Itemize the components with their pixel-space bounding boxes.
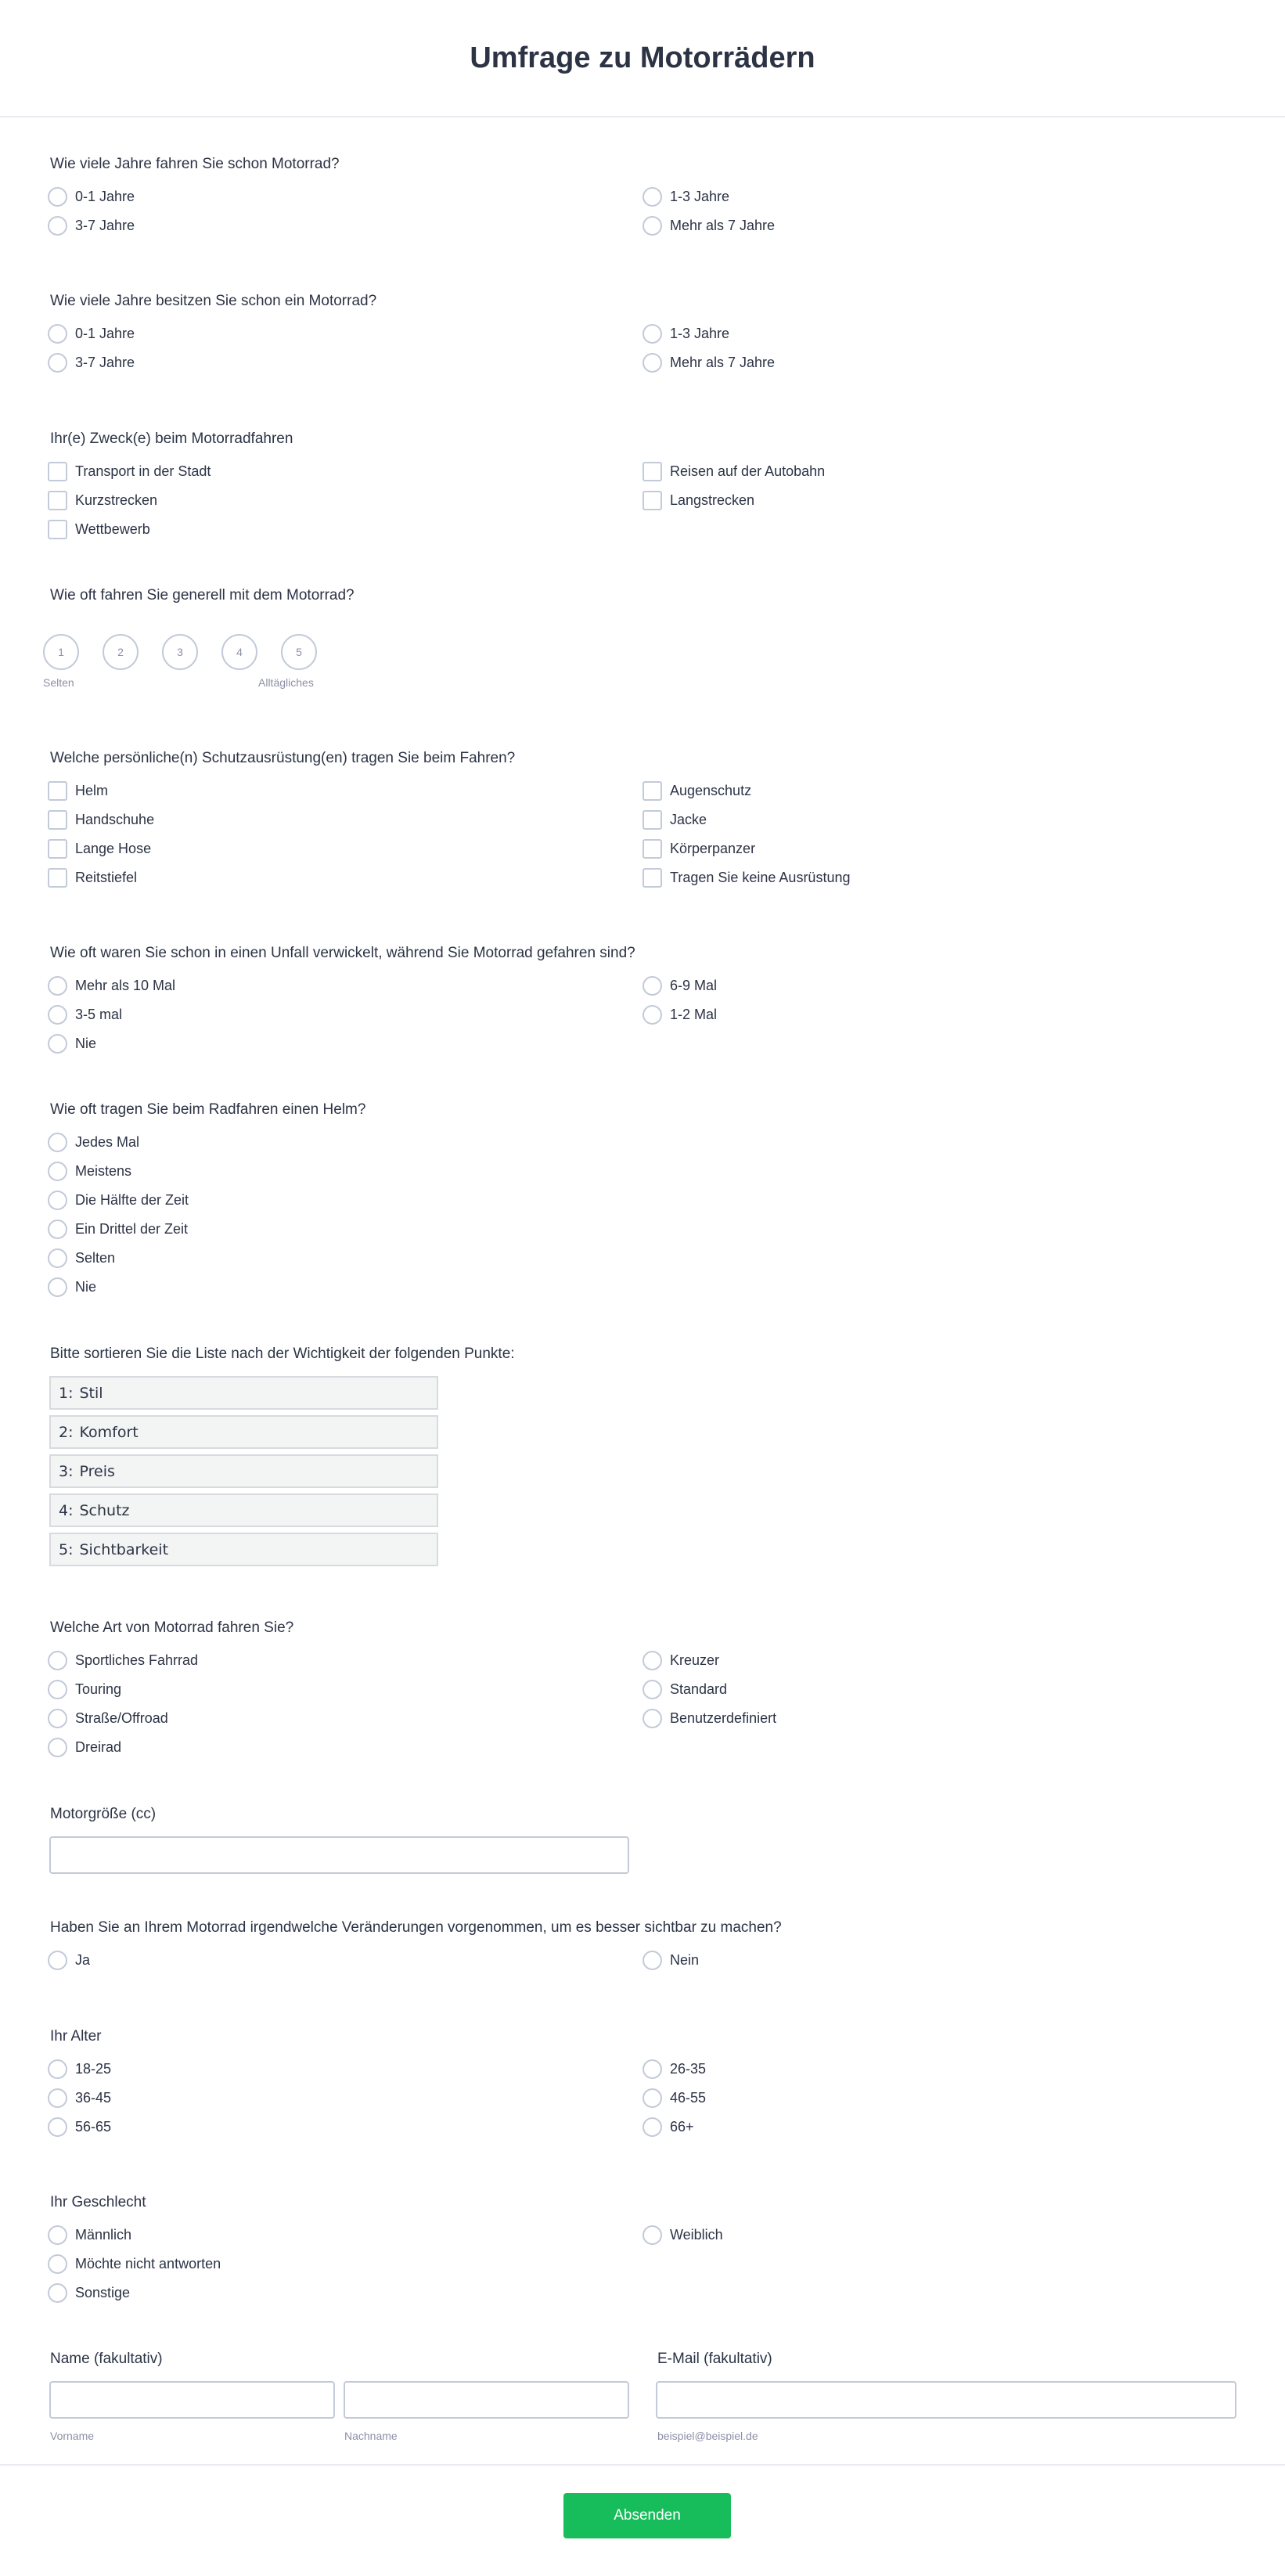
option-age-66plus[interactable]: 66+ xyxy=(642,2116,694,2138)
name-label: Name (fakultativ) xyxy=(50,2351,163,2367)
checkbox-icon[interactable] xyxy=(48,810,67,830)
option-accidents-3-5[interactable]: 3-5 mal xyxy=(48,1003,122,1025)
radio-icon[interactable] xyxy=(48,187,67,207)
option-gear-eye-protection[interactable]: Augenschutz xyxy=(642,780,751,802)
rank-item-protection[interactable]: 4: Schutz xyxy=(49,1493,438,1527)
radio-icon[interactable] xyxy=(642,1709,662,1728)
option-owning-3-7[interactable]: 3-7 Jahre xyxy=(48,351,135,373)
radio-icon[interactable] xyxy=(48,2254,67,2274)
option-owning-0-1[interactable]: 0-1 Jahre xyxy=(48,322,135,344)
radio-icon[interactable] xyxy=(48,1277,67,1297)
radio-icon[interactable] xyxy=(642,2059,662,2079)
option-riding-7plus[interactable]: Mehr als 7 Jahre xyxy=(642,214,775,236)
question-ownership-years: Wie viele Jahre besitzen Sie schon ein Motorrad? xyxy=(50,293,377,309)
question-protective-gear: Welche persönliche(n) Schutzausrüstung(en) tragen Sie beim Fahren? xyxy=(50,750,516,766)
option-gear-jacket[interactable]: Jacke xyxy=(642,809,707,830)
question-ranking: Bitte sortieren Sie die Liste nach der Wichtigkeit der folgenden Punkte: xyxy=(50,1346,515,1362)
radio-icon[interactable] xyxy=(48,1133,67,1152)
last-name-input[interactable] xyxy=(344,2381,629,2419)
checkbox-icon[interactable] xyxy=(48,462,67,481)
radio-icon[interactable] xyxy=(48,1951,67,1970)
option-purpose-long[interactable]: Langstrecken xyxy=(642,489,754,511)
radio-icon[interactable] xyxy=(48,1162,67,1181)
radio-icon[interactable] xyxy=(642,2117,662,2137)
last-name-sublabel: Nachname xyxy=(344,2430,398,2442)
email-sublabel: beispiel@beispiel.de xyxy=(657,2430,758,2442)
option-gear-gloves[interactable]: Handschuhe xyxy=(48,809,154,830)
question-engine-size: Motorgröße (cc) xyxy=(50,1806,157,1822)
question-helmet-frequency: Wie oft tragen Sie beim Radfahren einen Helm? xyxy=(50,1101,366,1118)
question-frequency: Wie oft fahren Sie generell mit dem Motorrad? xyxy=(50,587,355,603)
rank-item-style[interactable]: 1: Stil xyxy=(49,1376,438,1410)
radio-icon[interactable] xyxy=(48,1680,67,1699)
option-helmet-half[interactable]: Die Hälfte der Zeit xyxy=(48,1189,189,1211)
scale-max-label: Alltägliches xyxy=(258,676,314,689)
checkbox-icon[interactable] xyxy=(642,491,662,510)
option-gender-no-answer[interactable]: Möchte nicht antworten xyxy=(48,2253,221,2275)
checkbox-icon[interactable] xyxy=(48,520,67,539)
option-accidents-10plus[interactable]: Mehr als 10 Mal xyxy=(48,975,175,996)
radio-icon[interactable] xyxy=(642,187,662,207)
radio-icon[interactable] xyxy=(642,2225,662,2245)
radio-icon[interactable] xyxy=(48,1034,67,1054)
checkbox-icon[interactable] xyxy=(642,868,662,888)
option-riding-3-7[interactable]: 3-7 Jahre xyxy=(48,214,135,236)
radio-icon[interactable] xyxy=(48,976,67,996)
question-accidents: Wie oft waren Sie schon in einen Unfall verwickelt, während Sie Motorrad gefahren sind? xyxy=(50,945,635,961)
radio-icon[interactable] xyxy=(48,1191,67,1210)
radio-icon[interactable] xyxy=(48,216,67,236)
radio-icon[interactable] xyxy=(48,2117,67,2137)
email-input[interactable] xyxy=(656,2381,1236,2419)
option-gender-other[interactable]: Sonstige xyxy=(48,2282,130,2304)
checkbox-icon[interactable] xyxy=(642,462,662,481)
option-type-trike[interactable]: Dreirad xyxy=(48,1736,121,1758)
scale-option-1[interactable]: 1 xyxy=(43,634,79,670)
radio-icon[interactable] xyxy=(48,2059,67,2079)
option-type-standard[interactable]: Standard xyxy=(642,1678,727,1700)
radio-icon[interactable] xyxy=(48,1248,67,1268)
radio-icon[interactable] xyxy=(48,2088,67,2108)
rank-item-price[interactable]: 3: Preis xyxy=(49,1454,438,1488)
question-riding-years: Wie viele Jahre fahren Sie schon Motorrad? xyxy=(50,156,340,172)
radio-icon[interactable] xyxy=(642,976,662,996)
option-gender-male[interactable]: Männlich xyxy=(48,2224,131,2246)
radio-icon[interactable] xyxy=(48,353,67,373)
first-name-input[interactable] xyxy=(49,2381,335,2419)
radio-icon[interactable] xyxy=(642,1680,662,1699)
option-purpose-short[interactable]: Kurzstrecken xyxy=(48,489,157,511)
radio-icon[interactable] xyxy=(48,2225,67,2245)
option-age-26-35[interactable]: 26-35 xyxy=(642,2058,706,2080)
option-gear-boots[interactable]: Reitstiefel xyxy=(48,866,137,888)
radio-icon[interactable] xyxy=(48,1005,67,1025)
radio-icon[interactable] xyxy=(642,324,662,344)
option-mods-yes[interactable]: Ja xyxy=(48,1949,90,1971)
question-visibility-mods: Haben Sie an Ihrem Motorrad irgendwelche Veränderungen vorgenommen, um es besser sichtbar zu machen? xyxy=(50,1919,782,1936)
radio-icon[interactable] xyxy=(48,2283,67,2303)
radio-icon[interactable] xyxy=(642,2088,662,2108)
option-type-custom[interactable]: Benutzerdefiniert xyxy=(642,1707,776,1729)
option-gear-body-armor[interactable]: Körperpanzer xyxy=(642,838,755,859)
rank-item-visibility[interactable]: 5: Sichtbarkeit xyxy=(49,1533,438,1566)
radio-icon[interactable] xyxy=(48,1709,67,1728)
option-gear-none[interactable]: Tragen Sie keine Ausrüstung xyxy=(642,866,850,888)
scale-option-2[interactable]: 2 xyxy=(103,634,139,670)
first-name-sublabel: Vorname xyxy=(50,2430,95,2442)
scale-option-5[interactable]: 5 xyxy=(281,634,317,670)
option-type-sport[interactable]: Sportliches Fahrrad xyxy=(48,1649,198,1671)
radio-icon[interactable] xyxy=(642,353,662,373)
option-riding-1-3[interactable]: 1-3 Jahre xyxy=(642,186,729,207)
question-age: Ihr Alter xyxy=(50,2028,102,2045)
option-helmet-always[interactable]: Jedes Mal xyxy=(48,1131,139,1153)
option-accidents-1-2[interactable]: 1-2 Mal xyxy=(642,1003,717,1025)
option-accidents-never[interactable]: Nie xyxy=(48,1032,96,1054)
option-helmet-mostly[interactable]: Meistens xyxy=(48,1160,131,1182)
option-age-36-45[interactable]: 36-45 xyxy=(48,2087,111,2109)
submit-button[interactable]: Absenden xyxy=(563,2493,731,2538)
engine-size-input[interactable] xyxy=(49,1836,629,1874)
radio-icon[interactable] xyxy=(642,1651,662,1670)
option-gear-long-pants[interactable]: Lange Hose xyxy=(48,838,151,859)
option-gear-helmet[interactable]: Helm xyxy=(48,780,108,802)
option-age-18-25[interactable]: 18-25 xyxy=(48,2058,111,2080)
scale-option-3[interactable]: 3 xyxy=(162,634,198,670)
checkbox-icon[interactable] xyxy=(642,781,662,801)
option-helmet-rarely[interactable]: Selten xyxy=(48,1247,115,1269)
scale-option-4[interactable]: 4 xyxy=(221,634,257,670)
checkbox-icon[interactable] xyxy=(48,781,67,801)
radio-icon[interactable] xyxy=(48,1738,67,1757)
rank-item-comfort[interactable]: 2: Komfort xyxy=(49,1415,438,1449)
option-helmet-never[interactable]: Nie xyxy=(48,1276,96,1298)
option-age-56-65[interactable]: 56-65 xyxy=(48,2116,111,2138)
option-type-dual-sport[interactable]: Straße/Offroad xyxy=(48,1707,168,1729)
option-purpose-competition[interactable]: Wettbewerb xyxy=(48,518,150,540)
question-purpose: Ihr(e) Zweck(e) beim Motorradfahren xyxy=(50,431,293,447)
option-gender-female[interactable]: Weiblich xyxy=(642,2224,723,2246)
email-label: E-Mail (fakultativ) xyxy=(657,2351,772,2367)
radio-icon[interactable] xyxy=(642,1951,662,1970)
option-owning-1-3[interactable]: 1-3 Jahre xyxy=(642,322,729,344)
option-accidents-6-9[interactable]: 6-9 Mal xyxy=(642,975,717,996)
option-age-46-55[interactable]: 46-55 xyxy=(642,2087,706,2109)
checkbox-icon[interactable] xyxy=(48,839,67,859)
scale-min-label: Selten xyxy=(43,676,74,689)
option-purpose-city[interactable]: Transport in der Stadt xyxy=(48,460,211,482)
option-owning-7plus[interactable]: Mehr als 7 Jahre xyxy=(642,351,775,373)
option-purpose-highway[interactable]: Reisen auf der Autobahn xyxy=(642,460,825,482)
checkbox-icon[interactable] xyxy=(48,491,67,510)
radio-icon[interactable] xyxy=(642,216,662,236)
checkbox-icon[interactable] xyxy=(48,868,67,888)
form-title: Umfrage zu Motorrädern xyxy=(470,41,815,74)
question-bike-type: Welche Art von Motorrad fahren Sie? xyxy=(50,1619,294,1636)
option-helmet-third[interactable]: Ein Drittel der Zeit xyxy=(48,1218,188,1240)
radio-icon[interactable] xyxy=(48,1651,67,1670)
radio-icon[interactable] xyxy=(48,324,67,344)
radio-icon[interactable] xyxy=(48,1220,67,1239)
checkbox-icon[interactable] xyxy=(642,810,662,830)
option-type-cruiser[interactable]: Kreuzer xyxy=(642,1649,719,1671)
option-riding-0-1[interactable]: 0-1 Jahre xyxy=(48,186,135,207)
question-gender: Ihr Geschlecht xyxy=(50,2194,146,2210)
form-header xyxy=(0,0,1285,117)
checkbox-icon[interactable] xyxy=(642,839,662,859)
option-mods-no[interactable]: Nein xyxy=(642,1949,699,1971)
radio-icon[interactable] xyxy=(642,1005,662,1025)
option-type-touring[interactable]: Touring xyxy=(48,1678,121,1700)
